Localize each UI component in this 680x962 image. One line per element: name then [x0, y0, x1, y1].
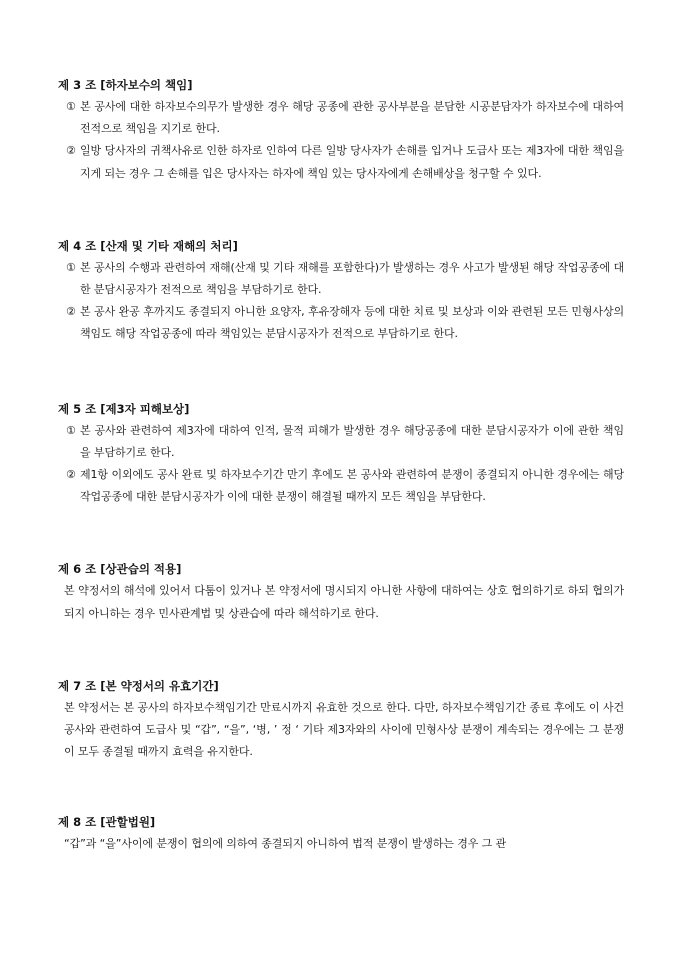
- article-5-clause-2: [58, 464, 624, 508]
- clause-text: 본 공사 완공 후까지도 종결되지 아니한 요양자, 후유장해자 등에 대한 치료 및 보상과 이와 관련된 모든 민형사상의 책임도 해당 작업공종에 따라 책임있는 분담시공자가 전적으로 부담하기로 한다.: [80, 305, 624, 341]
- clause-text: 일방 당사자의 귀책사유로 인한 하자로 인하여 다른 일방 당사자가 손해를 입거나 도급사 또는 제3자에 대한 책임을 지게 되는 경우 그 손해를 입은 당사자는 하자에 책임 있는 당사자에게 손해배상을 청구할 수 있다.: [80, 144, 624, 180]
- article-3-heading: 제 3 조 [하자보수의 책임]: [58, 78, 193, 92]
- clause-marker: ①: [66, 100, 76, 113]
- clause-marker: ②: [66, 144, 76, 158]
- article-8-heading: 제 8 조 [관할법원]: [58, 815, 156, 830]
- article-4-heading: 제 4 조 [산재 및 기타 재해의 처리]: [58, 238, 238, 253]
- article-5-heading: 제 5 조 [제3자 피해보상]: [58, 401, 190, 416]
- article-5: [58, 398, 624, 509]
- article-6: [58, 558, 624, 624]
- article-4-clause-1: [58, 257, 624, 301]
- article-6-text: 본 약정서의 해석에 있어서 다툼이 있거나 본 약정서에 명시되지 아니한 사항에 대하여는 상호 협의하기로 하되 협의가 되지 아니하는 경우 민사관계법 및 상관습에 따라 해석하기로 한다.: [64, 584, 624, 620]
- article-6-heading: 제 6 조 [상관습의 적용]: [58, 562, 182, 577]
- article-8-text: “갑”과 “을”사이에 분쟁이 협의에 의하여 종결되지 아니하여 법적 분쟁이 발생하는 경우 그 관: [64, 837, 507, 851]
- article-7-heading: 제 7 조 [본 약정서의 유효기간]: [58, 678, 219, 693]
- article-3-clause-2: [58, 140, 624, 184]
- clause-marker: ②: [66, 468, 76, 482]
- clause-marker: ①: [66, 260, 76, 274]
- article-3-clause-1: [58, 96, 624, 140]
- clause-text: 본 공사에 대한 하자보수의무가 발생한 경우 해당 공종에 관한 공사부분을 분담한 시공분담자가 하자보수에 대하여 전적으로 책임을 지기로 한다.: [80, 100, 624, 136]
- article-7-text: 본 약정서는 본 공사의 하자보수책임기간 만료시까지 유효한 것으로 한다. 다만, 하자보수책임기간 종료 후에도 이 사건 공사와 관련하여 도급사 및 “갑”, “을”, ‘병, ’ 정 ‘ 기타 제3자와의 사이에 민형사상 분쟁이 계속되는 경우에는 그 분쟁이 모두 종결될 때까지 효력을 유지한다.: [64, 700, 624, 759]
- article-4-clause-2: [58, 301, 624, 345]
- article-4: [58, 235, 624, 346]
- clause-text: 본 공사와 관련하여 제3자에 대하여 인적, 물적 피해가 발생한 경우 해당공종에 대한 분담시공자가 이에 관한 책임을 부담하기로 한다.: [80, 423, 624, 459]
- article-7: [58, 675, 624, 764]
- clause-text: 본 공사의 수행과 관련하여 재해(산재 및 기타 재해를 포함한다)가 발생하는 경우 사고가 발생된 해당 작업공종에 대한 분담시공자가 전적으로 책임을 부담하기로 한다.: [80, 260, 624, 297]
- clause-marker: ①: [66, 423, 76, 437]
- clause-marker: ②: [66, 305, 76, 319]
- document-body: [58, 74, 624, 856]
- article-5-clause-1: [58, 420, 624, 464]
- article-8: [58, 811, 624, 855]
- article-3: [58, 74, 624, 185]
- clause-text: 제1항 이외에도 공사 완료 및 하자보수기간 만기 후에도 본 공사와 관련하여 분쟁이 종결되지 아니한 경우에는 해당 작업공종에 대한 분담시공자가 이에 대한 분쟁이 해결될 때까지 모든 책임을 부담한다.: [80, 468, 624, 504]
